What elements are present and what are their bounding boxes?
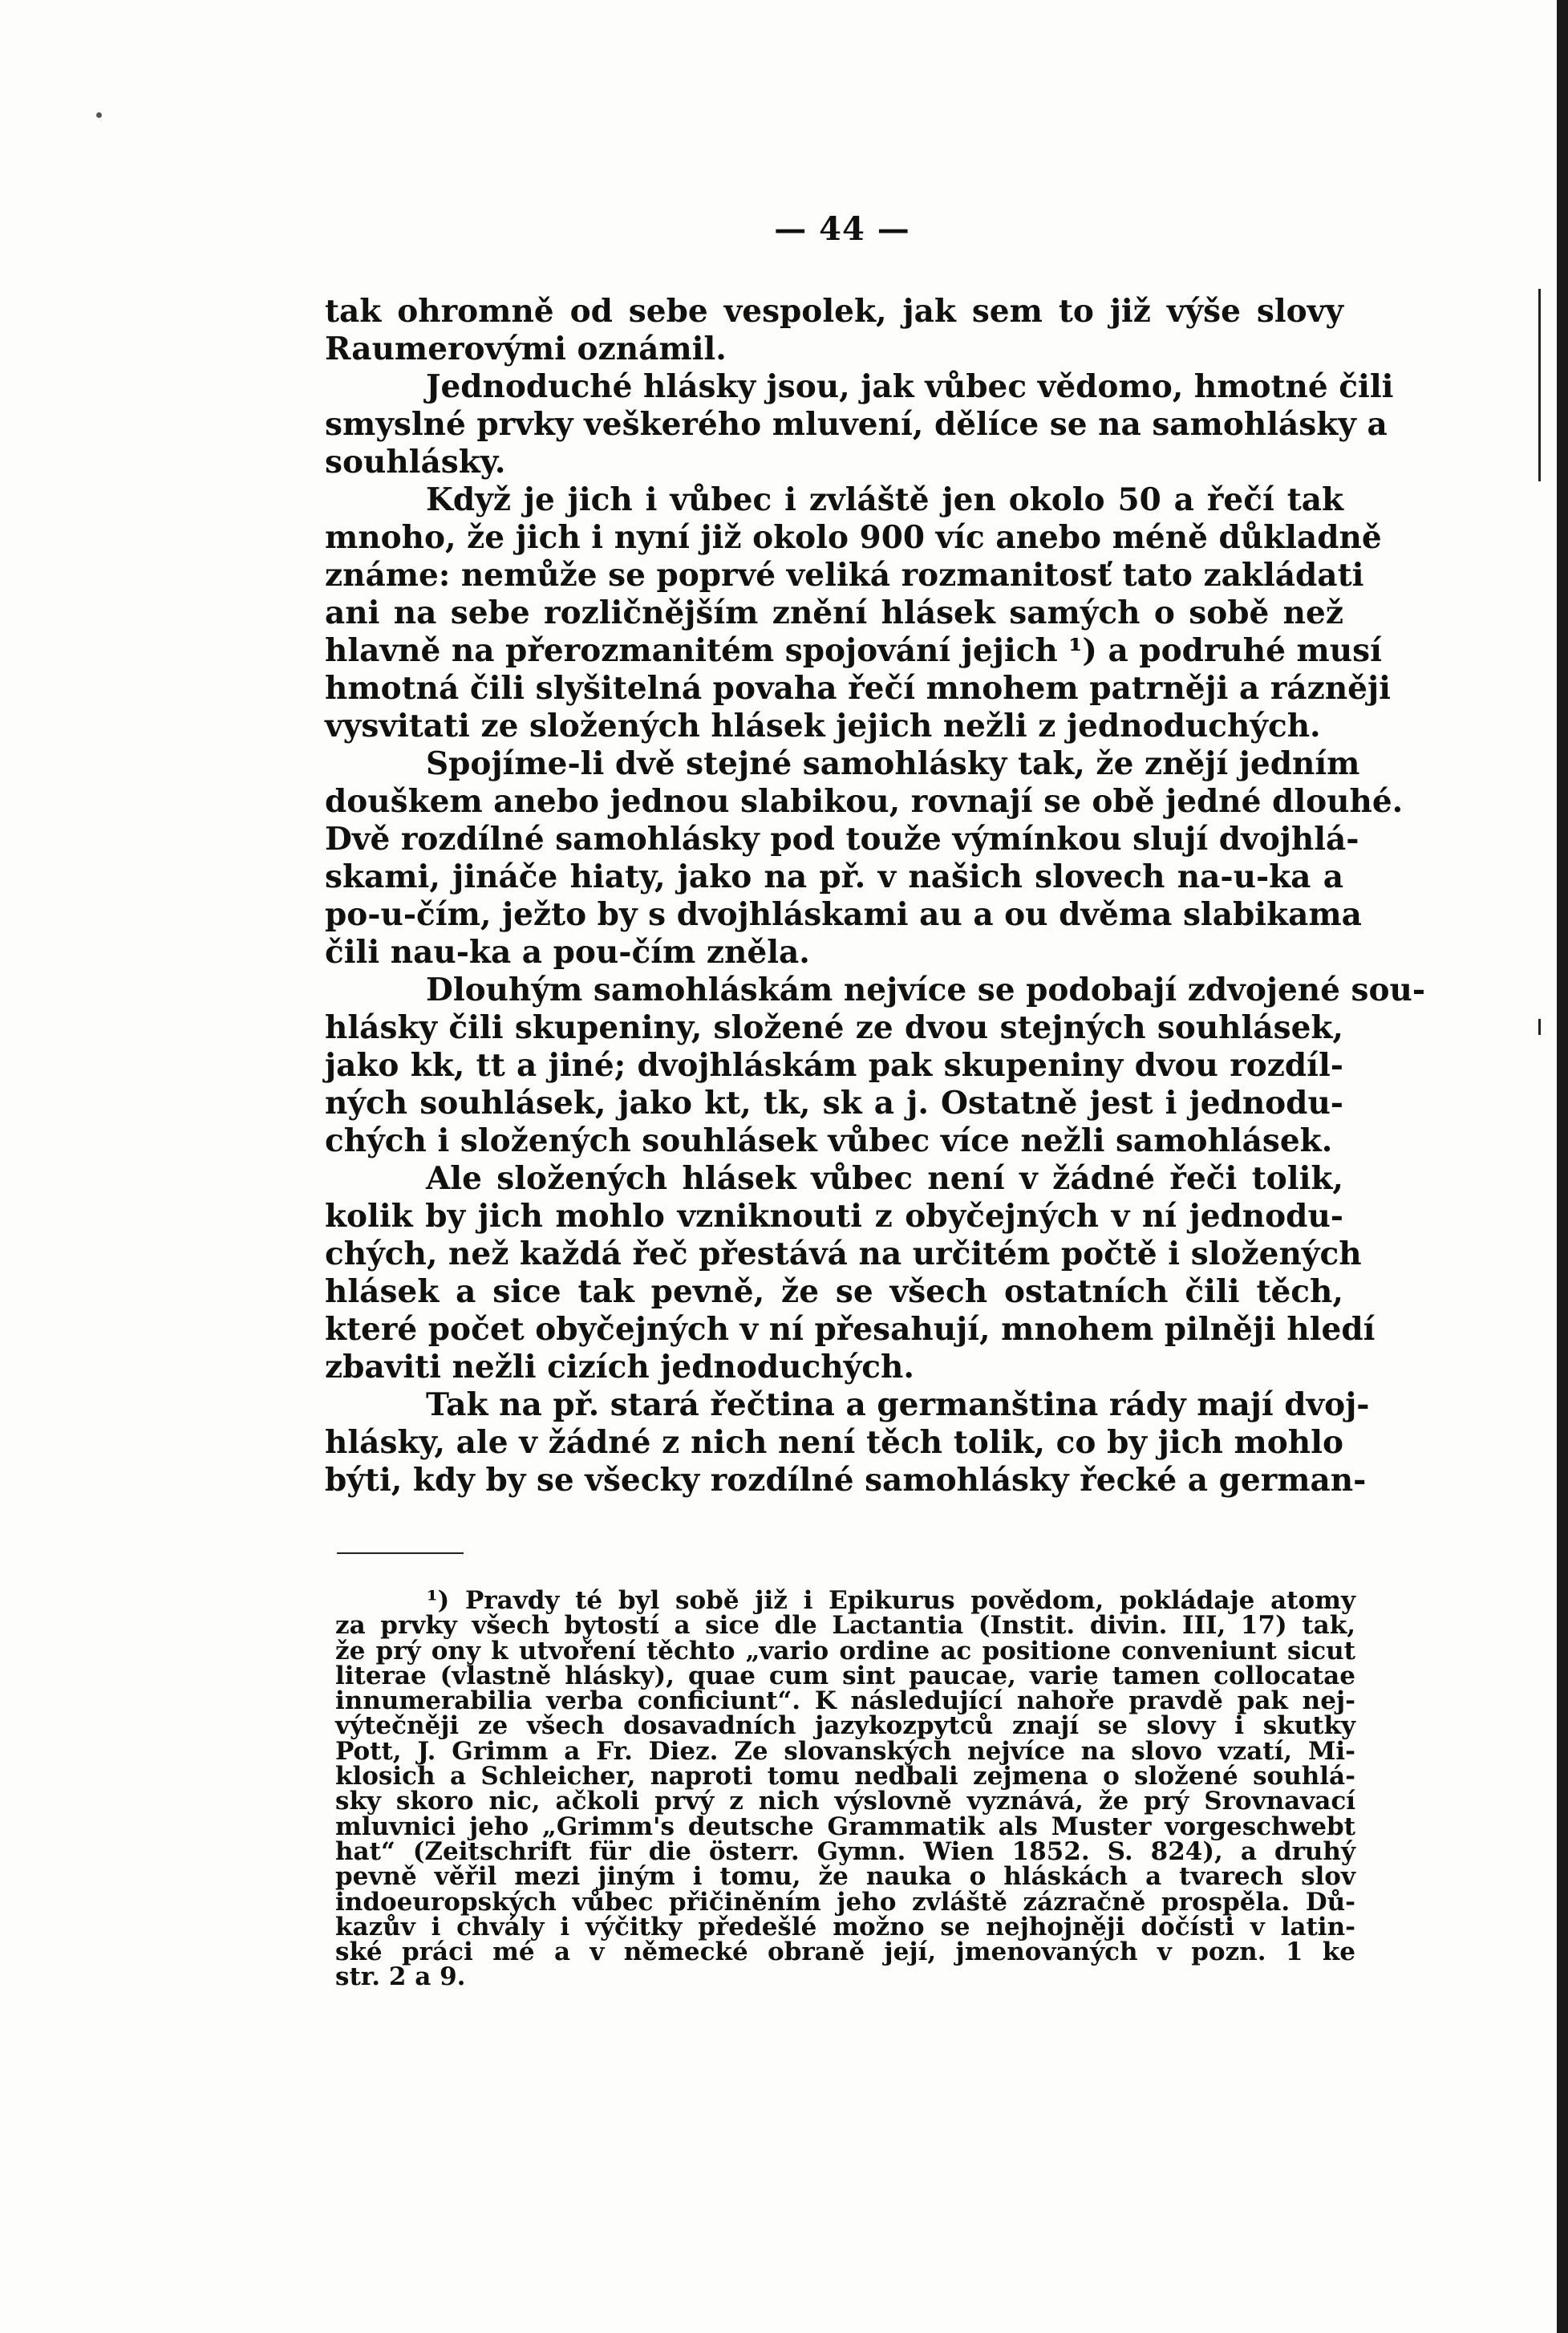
body-line: skami, jináče hiaty, jako na př. v našich slovech na-u-ka a bbox=[325, 858, 1343, 895]
body-line: jako kk, tt a jiné; dvojhláskám pak skupeniny dvou rozdíl- bbox=[325, 1047, 1343, 1084]
footnote-line: ¹) Pravdy té byl sobě již i Epikurus povědom, pokládaje atomy bbox=[427, 1586, 1355, 1615]
footnote-line: výtečněji ze všech dosavadních jazykozpytců znají se slovy i skutky bbox=[335, 1711, 1355, 1741]
body-line: Dvě rozdílné samohlásky pod touže výmínkou slují dvojhlá- bbox=[325, 821, 1359, 858]
body-line: hlásky čili skupeniny, složené ze dvou stejných souhlásek, bbox=[325, 1009, 1343, 1046]
body-line: býti, kdy by se všecky rozdílné samohlásky řecké a german- bbox=[325, 1462, 1367, 1499]
page-edge-shadow bbox=[1557, 0, 1568, 2333]
footnote-line: klosich a Schleicher, naproti tomu nedbali zejmena o složené souhlá- bbox=[335, 1762, 1355, 1791]
footnote-line: mluvnici jeho „Grimm's deutsche Grammatik als Muster vorgeschwebt bbox=[335, 1812, 1355, 1841]
footnote-line: že prý ony k utvoření těchto „vario ordine ac positione conveniunt sicut bbox=[335, 1636, 1355, 1666]
footnote-line: literae (vlastně hlásky), quae cum sint paucae, varie tamen collocatae bbox=[335, 1661, 1355, 1690]
body-line: chých, než každá řeč přestává na určitém počtě i složených bbox=[325, 1235, 1362, 1272]
body-line: Jednoduché hlásky jsou, jak vůbec vědomo, hmotné čili bbox=[426, 368, 1394, 405]
body-line: mnoho, že jich i nyní již okolo 900 víc anebo méně důkladně bbox=[325, 519, 1382, 556]
paper-speck bbox=[96, 112, 102, 118]
body-line: hlásek a sice tak pevně, že se všech ostatních čili těch, bbox=[325, 1273, 1343, 1310]
body-line: vysvitati ze složených hlásek jejich nežli z jednoduchých. bbox=[325, 708, 1321, 745]
footnote-line: Pott, J. Grimm a Fr. Diez. Ze slovanských nejvíce na slovo vzatí, Mi- bbox=[335, 1736, 1355, 1766]
body-text bbox=[325, 293, 1426, 1499]
body-line: Ale složených hlásek vůbec není v žádné řeči tolik, bbox=[426, 1160, 1343, 1197]
footnote-line: indoeuropských vůbec přičiněním jeho zvláště zázračně prospěla. Dů- bbox=[335, 1887, 1355, 1917]
footnote-line: za prvky všech bytostí a sice dle Lactantia (Instit. divin. III, 17) tak, bbox=[335, 1611, 1355, 1641]
footnote-line: sky skoro nic, ačkoli prvý z nich výslovně vyznává, že prý Srovnavací bbox=[335, 1787, 1355, 1816]
body-line: známe: nemůže se poprvé veliká rozmanitosť tato zakládati bbox=[325, 557, 1364, 594]
footnote-line: pevně věřil mezi jiným i tomu, že nauka o hláskách a tvarech slov bbox=[335, 1862, 1355, 1892]
margin-mark bbox=[1538, 289, 1541, 481]
body-line: ani na sebe rozličnějším znění hlásek samých o sobě než bbox=[325, 594, 1343, 631]
body-line: čili nau-ka a pou-čím zněla. bbox=[325, 934, 810, 971]
body-line: Raumerovými oznámil. bbox=[325, 331, 727, 367]
page-number: — 44 — bbox=[774, 210, 910, 248]
body-line: hlásky, ale v žádné z nich není těch tolik, co by jich mohlo bbox=[325, 1424, 1343, 1461]
footnote-line: ské práci mé a v německé obraně její, jmenovaných v pozn. 1 ke bbox=[335, 1937, 1355, 1967]
margin-mark bbox=[1538, 1019, 1541, 1035]
body-line: souhlásky. bbox=[325, 444, 506, 481]
footnote bbox=[335, 1588, 1355, 1990]
footnote-line: kazův i chvály i výčitky předešlé možno se nejhojněji dočísti v latin- bbox=[335, 1912, 1355, 1941]
body-line: hlavně na přerozmanitém spojování jejich ¹) a podruhé musí bbox=[325, 632, 1382, 669]
body-line: Tak na př. stará řečtina a germanština rády mají dvoj- bbox=[426, 1386, 1370, 1423]
body-line: tak ohromně od sebe vespolek, jak sem to již výše slovy bbox=[325, 293, 1343, 330]
footnote-line: str. 2 a 9. bbox=[335, 1962, 466, 1992]
body-line: které počet obyčejných v ní přesahují, mnohem pilněji hledí bbox=[325, 1311, 1376, 1348]
body-line: ných souhlásek, jako kt, tk, sk a j. Ostatně jest i jednodu- bbox=[325, 1085, 1343, 1122]
body-line: Dlouhým samohláskám nejvíce se podobají zdvojené sou- bbox=[426, 972, 1426, 1008]
body-line: smyslné prvky veškerého mluvení, dělíce se na samohlásky a bbox=[325, 406, 1388, 443]
footnote-divider bbox=[337, 1552, 464, 1554]
body-line: Když je jich i vůbec i zvláště jen okolo 50 a řečí tak bbox=[426, 481, 1343, 518]
footnote-line: hat“ (Zeitschrift für die österr. Gymn. Wien 1852. S. 824), a druhý bbox=[335, 1836, 1355, 1866]
footnote-line: innumerabilia verba conficiunt“. K následující nahoře pravdě pak nej- bbox=[335, 1686, 1355, 1716]
body-line: chých i složených souhlásek vůbec více nežli samohlásek. bbox=[325, 1122, 1333, 1159]
body-line: po-u-čím, ježto by s dvojhláskami au a ou dvěma slabikama bbox=[325, 896, 1362, 933]
body-line: Spojíme-li dvě stejné samohlásky tak, že znějí jedním bbox=[426, 745, 1360, 782]
body-line: hmotná čili slyšitelná povaha řečí mnohem patrněji a rázněji bbox=[325, 670, 1391, 707]
body-line: zbaviti nežli cizích jednoduchých. bbox=[325, 1349, 914, 1386]
body-line: douškem anebo jednou slabikou, rovnají se obě jedné dlouhé. bbox=[325, 783, 1404, 820]
body-line: kolik by jich mohlo vzniknouti z obyčejných v ní jednodu- bbox=[325, 1198, 1343, 1235]
